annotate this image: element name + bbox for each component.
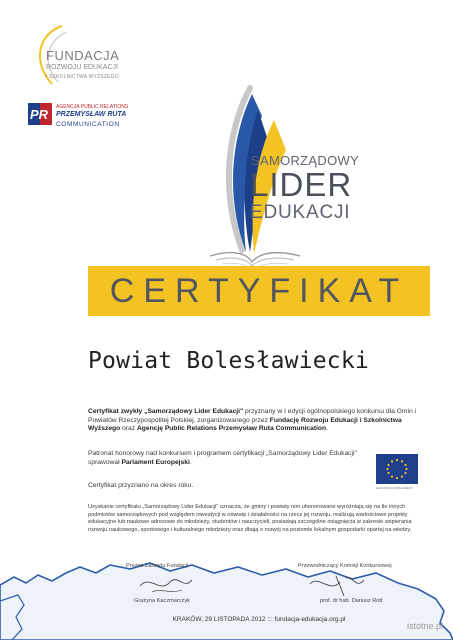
fundacja-subtitle-2: I SZKOLNICTWA WYŻSZEGO: [46, 74, 119, 80]
paragraph-patronage: [88, 450, 358, 467]
handwritten-signatures-icon: [0, 560, 453, 610]
signature-right-title: Przewodniczący Komisji Konkursowej: [298, 563, 392, 569]
award-name: Certyfikat zwykły „Samorządowy Lider Edukacji": [88, 408, 244, 415]
award-text-2: oraz: [120, 425, 137, 433]
eu-caption: EUROPEAN PARLIAMENT: [376, 486, 413, 490]
patron-name: Parlament Europejski: [121, 458, 190, 466]
fundacja-subtitle-1: ROZWOJU EDUKACJI: [46, 64, 118, 71]
pr-line-1: AGENCJA PUBLIC RELATIONS: [56, 104, 129, 110]
lider-logo-line-1: SAMORZĄDOWY: [251, 153, 360, 168]
pr-line-2: PRZEMYSŁAW RUTA: [56, 111, 127, 118]
pr-logo-icon: [28, 103, 52, 125]
patronage-text-2: .: [189, 458, 192, 466]
organizer-foundation: Fundację Rozwoju Edukacji i Szkolnictwa Wyższego: [88, 416, 402, 433]
patronage-text-1: Patronat honorowy nad konkursem i programem certyfikacji „Samorządowy Lider Edukacji" sprawował: [88, 450, 357, 466]
award-text-1: przyznany w I edycji ogólnopolskiego konkursu dla Gmin i Powiatów Rzeczypospolitej Polskiej, zorganizowanego przez: [88, 408, 417, 424]
certificate-title: CERTYFIKAT: [109, 272, 409, 310]
award-text-3: .: [326, 425, 328, 433]
lider-logo-line-2: LIDER: [250, 166, 353, 203]
paragraph-period: Certyfikat przyznano na okres roku.: [88, 482, 194, 489]
watermark: istotne.pl: [407, 621, 444, 631]
recipient-name: Powiat Bolesławiecki: [88, 348, 369, 374]
fundacja-title: FUNDACJA: [46, 48, 120, 63]
lider-logo-line-3: EDUKACJI: [250, 202, 351, 223]
signature-left-name: Grażyna Kaczmarczyk: [134, 598, 190, 604]
footer-place-date: KRAKÓW, 29 LISTOPADA 2012 ::: fundacja-edukacja.org.pl: [172, 616, 346, 623]
paragraph-award: [88, 408, 430, 434]
pr-mark: PR: [30, 107, 49, 122]
signature-left-title: Prezes Zarządu Fundacji: [126, 563, 189, 569]
eu-flag-icon: [376, 454, 418, 484]
paragraph-meaning: Uzyskanie certyfikatu „Samorządowy Lider Edukacji" oznacza, że gminy i powiaty nim uhonorowane wyróżniają się na tle innych podmiotów samorządowych pod względem inwestycji w oświatę i działalności na rzecz jej rozwoju, realizują wartościowe projekty edukacyjne lub naukowe adresowe do młodzieży, studentów i nauczycieli, posiadają szczególne osiągnięcia w zakresie wspierania rozwoju naukowego, sportowego i kulturalnego młodzieży oraz dbają o rozwój na poziomie lokalnym gospodarki opartej na wiedzy.: [88, 504, 412, 533]
organizer-agency: Agencję Public Relations Przemysław Ruta Communication: [136, 425, 327, 433]
pr-line-3: COMMUNICATION: [56, 121, 120, 128]
signature-right-name: prof. dr hab. Dariusz Rott: [320, 598, 383, 604]
